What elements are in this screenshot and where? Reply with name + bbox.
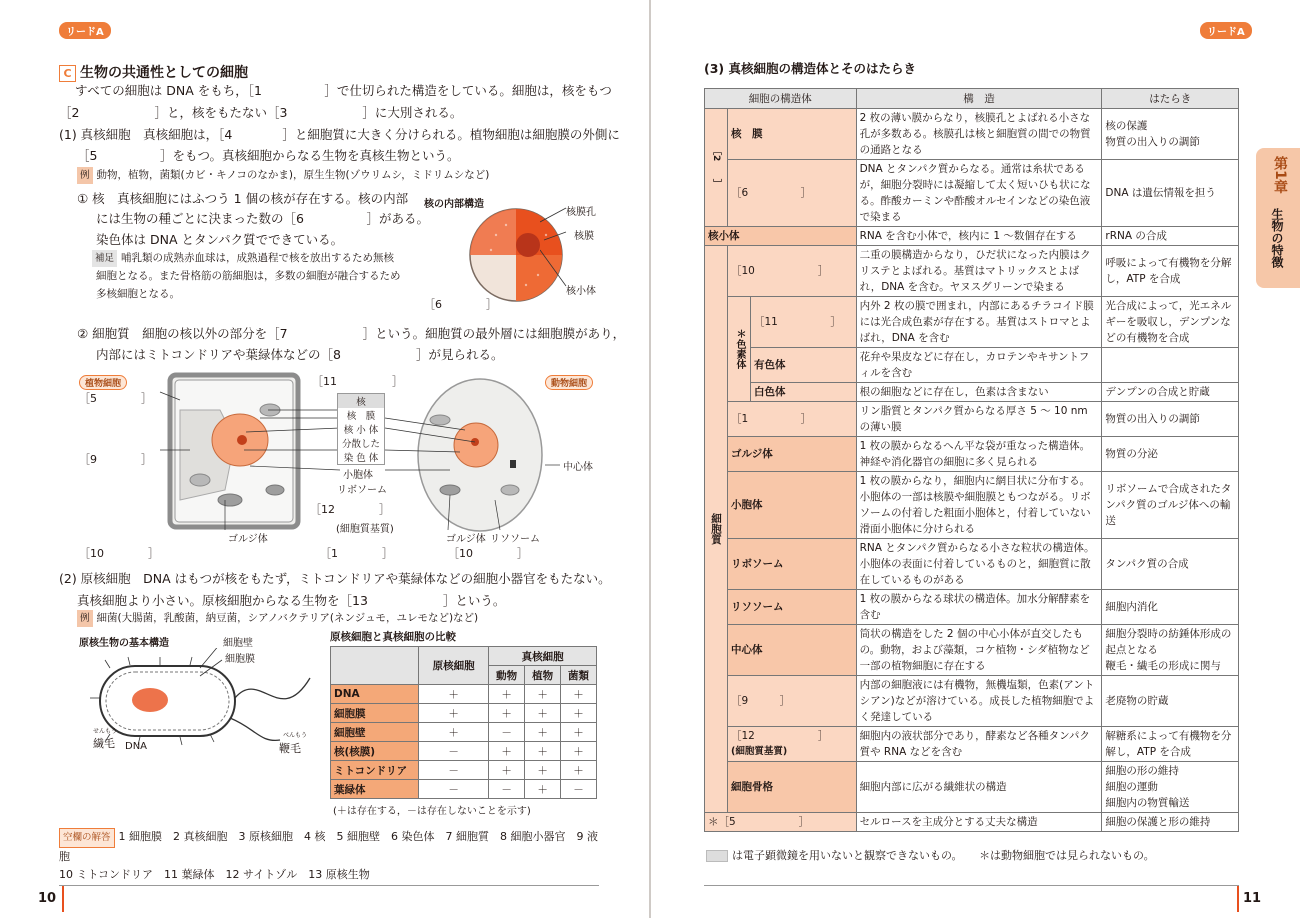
example-1-text: 動物，植物，菌類(カビ・キノコのなかま)，原生生物(ゾウリムシ，ミドリムシなど) xyxy=(96,169,490,181)
envelope-label: 核膜 xyxy=(574,231,594,242)
table-row xyxy=(705,472,1239,539)
table-row xyxy=(705,383,1239,402)
hosoku-tag: 補足 xyxy=(92,250,117,267)
hosoku-line-3: 多核細胞となる。 xyxy=(96,288,180,300)
lysosome-label: リソソーム xyxy=(490,534,540,545)
row-name: ［1 ］ xyxy=(728,402,857,437)
cell: － xyxy=(419,780,489,799)
intro-line-2: ［2 ］と，核をもたない［3 ］に大別される。 xyxy=(59,105,463,120)
right-page-number: 11 xyxy=(1243,891,1262,906)
col-structure: 細胞の構造体 xyxy=(705,89,857,109)
table-row xyxy=(705,160,1239,227)
cell: ＋ xyxy=(419,704,489,723)
row-label: DNA xyxy=(331,685,419,704)
compare-note: (＋は存在する，－は存在しないことを示す) xyxy=(333,806,531,817)
row-structure: 1 枚の膜からなる球状の構造体。加水分解酵素を含む xyxy=(856,590,1102,625)
table-row xyxy=(331,761,597,780)
cell: ＋ xyxy=(525,723,561,742)
left-footer-rule xyxy=(59,885,599,886)
row-function: 細胞内消化 xyxy=(1102,590,1239,625)
table-row xyxy=(705,590,1239,625)
compare-sub-animal: 動物 xyxy=(489,666,525,685)
row-name: 核小体 xyxy=(705,227,857,246)
row-function: 物質の出入りの調節 xyxy=(1102,402,1239,437)
legend-dispersed: 分散した xyxy=(341,439,380,450)
left-page-number: 10 xyxy=(38,891,57,906)
blank-10-left: ［10 ］ xyxy=(79,547,159,560)
row-structure: 1 枚の膜からなるへん平な袋が重なった構造体。神経や消化器官の細胞に多く見られる xyxy=(856,437,1102,472)
cell: ＋ xyxy=(561,761,597,780)
table-row xyxy=(705,762,1239,813)
row-name: 中心体 xyxy=(728,625,857,676)
row-structure: 細胞内部に広がる繊維状の構造 xyxy=(856,762,1102,813)
row-function: 細胞の形の維持 細胞の運動 細胞内の物質輸送 xyxy=(1102,762,1239,813)
legend-gray-text: は電子顕微鏡を用いないと観察できないもの。 xyxy=(732,849,958,862)
row-name: ［12 ］ xyxy=(731,730,829,742)
row-name: ［9 ］ xyxy=(728,676,857,727)
answers-text-1: 1 細胞膜 2 真核細胞 3 原核細胞 4 核 5 細胞壁 6 染色体 7 細胞質 8 細胞小器官 9 液胞 xyxy=(59,830,598,863)
table-row xyxy=(705,227,1239,246)
lead-a-badge: リードA xyxy=(59,22,111,39)
chapter-title: 生物の特徴 xyxy=(1270,208,1284,268)
table-row xyxy=(705,109,1239,160)
flagellum-label: 鞭毛 xyxy=(279,742,301,755)
left-page xyxy=(0,0,649,918)
example-tag: 例 xyxy=(77,167,93,184)
golgi-left-label: ゴルジ体 xyxy=(228,534,268,545)
er-label: 小胞体 xyxy=(343,470,373,481)
row-name: リボソーム xyxy=(728,539,857,590)
cell: ＋ xyxy=(525,704,561,723)
left-page-bar xyxy=(62,886,64,912)
row-name: 細胞骨格 xyxy=(728,762,857,813)
hosoku-line-2: 細胞となる。また骨格筋の筋細胞は，多数の細胞が融合するため xyxy=(96,270,401,282)
answers-line-2: 10 ミトコンドリア 11 葉緑体 12 サイトゾル 13 原核生物 xyxy=(59,868,370,881)
organelle-table xyxy=(704,88,1239,832)
cell: ＋ xyxy=(489,761,525,780)
chromosome-blank: ［6 ］ xyxy=(424,298,497,311)
row-label: 細胞壁 xyxy=(331,723,419,742)
row-function: 解糖系によって有機物を分解し，ATP を合成 xyxy=(1102,727,1239,762)
legend-swatch xyxy=(706,850,728,862)
example-1 xyxy=(77,167,489,184)
row-label: 細胞膜 xyxy=(331,704,419,723)
cell: ＋ xyxy=(561,704,597,723)
compare-head-prokaryote: 原核細胞 xyxy=(419,647,489,685)
table-row xyxy=(705,813,1239,832)
row-structure: 内外 2 枚の膜で囲まれ，内部にあるチラコイド膜には光合成色素が存在する。基質はストロマとよばれ，DNA を含む xyxy=(856,297,1102,348)
nucleus-figure-title: 核の内部構造 xyxy=(424,199,484,210)
row-function: デンプンの合成と貯蔵 xyxy=(1102,383,1239,402)
table-row xyxy=(705,437,1239,472)
hosoku-text-1: 哺乳類の成熟赤血球は，成熟過程で核を放出するため無核 xyxy=(121,252,395,264)
ribosome-label: リボソーム xyxy=(337,485,387,496)
table-row xyxy=(705,402,1239,437)
row-function: 老廃物の貯蔵 xyxy=(1102,676,1239,727)
row-name: ＊［5 ］ xyxy=(705,813,857,832)
section-letter: C xyxy=(59,65,76,82)
row-function: 細胞の保護と形の維持 xyxy=(1102,813,1239,832)
legend-nucleolus: 核 小 体 xyxy=(343,425,379,436)
row-function: rRNA の合成 xyxy=(1102,227,1239,246)
wall-label: 細胞壁 xyxy=(223,638,253,649)
col-description: 構 造 xyxy=(856,89,1102,109)
prokaryote-figure-title: 原核生物の基本構造 xyxy=(79,638,169,649)
cell: ＋ xyxy=(419,685,489,704)
table-row xyxy=(331,685,597,704)
row-structure: RNA を含む小体で，核内に 1 ～数個存在する xyxy=(856,227,1102,246)
lead-a-badge-right: リードA xyxy=(1200,22,1252,39)
group-nucleus: ［2 ］ xyxy=(705,109,728,227)
eukaryote-line-1: (1) 真核細胞 真核細胞は，［4 ］と細胞質に大きく分けられる。植物細胞は細胞膜の外側に xyxy=(59,127,620,142)
cell: － xyxy=(489,723,525,742)
row-function: リボソームで合成されたタンパク質のゴルジ体への輸送 xyxy=(1102,472,1239,539)
row-structure: 2 枚の薄い膜からなり，核膜孔とよばれる小さな孔が多数ある。核膜孔は核と細胞質の間での物質の通路となる xyxy=(856,109,1102,160)
cell: － xyxy=(561,780,597,799)
row-label: 葉緑体 xyxy=(331,780,419,799)
legend-nucleus: 核 xyxy=(338,394,384,408)
row-structure: 内部の細胞液には有機物，無機塩類，色素(アントシアン)などが溶けている。成長した植物細胞でよく発達している xyxy=(856,676,1102,727)
dna-label: DNA xyxy=(125,741,148,752)
compare-table xyxy=(330,646,597,799)
row-structure: リン脂質とタンパク質からなる厚さ 5 ～ 10 nm の薄い膜 xyxy=(856,402,1102,437)
example-2-text: 細菌(大腸菌，乳酸菌，納豆菌，シアノバクテリア(ネンジュモ，ユレモなど)など) xyxy=(96,612,479,624)
table-row xyxy=(705,297,1239,348)
group-cytoplasm: 細胞質 xyxy=(705,246,728,813)
nucleus-line-3: 染色体は DNA とタンパク質でできている。 xyxy=(96,232,344,247)
compare-title: 原核細胞と真核細胞の比較 xyxy=(330,631,456,643)
table-row xyxy=(705,246,1239,297)
cilia-ruby: せんもう xyxy=(93,728,118,735)
row-structure: 1 枚の膜からなり，細胞内に網目状に分布する。小胞体の一部は核膜や細胞膜ともつながる。リボソームの付着した粗面小胞体と，付着していない滑面小胞体に分けられる xyxy=(856,472,1102,539)
cell: － xyxy=(489,780,525,799)
golgi-right-label: ゴルジ体 xyxy=(446,534,486,545)
cell: － xyxy=(419,742,489,761)
answers-box xyxy=(59,828,599,884)
right-page xyxy=(651,0,1300,918)
nucleus-legend-box xyxy=(337,393,385,465)
cytosol-label: (細胞質基質) xyxy=(336,524,394,535)
table-row xyxy=(705,625,1239,676)
table-row xyxy=(705,727,1239,762)
compare-head-eukaryote: 真核細胞 xyxy=(489,647,597,666)
intro-line-1: すべての細胞は DNA をもち，［1 ］で仕切られた構造をしている。細胞は，核をもつ xyxy=(75,83,612,98)
section-heading xyxy=(59,62,248,82)
row-structure: セルロースを主成分とする丈夫な構造 xyxy=(856,813,1102,832)
cytosol-sub: (細胞質基質) xyxy=(731,746,788,757)
legend-chromosome: 染 色 体 xyxy=(343,453,379,464)
cell: ＋ xyxy=(489,704,525,723)
nucleolus-label: 核小体 xyxy=(566,286,596,297)
row-function: 呼吸によって有機物を分解し，ATP を合成 xyxy=(1102,246,1239,297)
row-function: 細胞分裂時の紡錘体形成の起点となる 鞭毛・繊毛の形成に関与 xyxy=(1102,625,1239,676)
flagellum-ruby: べんもう xyxy=(283,732,308,739)
cell: ＋ xyxy=(561,723,597,742)
blank-12: ［12 ］ xyxy=(310,503,390,516)
row-structure: 二重の膜構造からなり，ひだ状になった内膜はクリステとよばれる。基質はマトリックスとよばれ，DNA を含む。ヤヌスグリーンで染まる xyxy=(856,246,1102,297)
blank-1: ［1 ］ xyxy=(320,547,393,560)
legend-envelope: 核 膜 xyxy=(346,411,376,422)
row-name: 小胞体 xyxy=(728,472,857,539)
table-row xyxy=(331,742,597,761)
row-name-cytosol xyxy=(728,727,857,762)
table-row xyxy=(331,780,597,799)
example-tag-2: 例 xyxy=(77,610,93,627)
row-structure: 花弁や果皮などに存在し，カロテンやキサントフィルを含む xyxy=(856,348,1102,383)
group-plastid: ＊色素体 xyxy=(728,297,751,402)
cell: ＋ xyxy=(525,761,561,780)
hosoku-line-1 xyxy=(92,250,394,267)
compare-sub-fungi: 菌類 xyxy=(561,666,597,685)
row-label: ミトコンドリア xyxy=(331,761,419,780)
blank-10-right: ［10 ］ xyxy=(448,547,528,560)
eukaryote-line-2: ［5 ］をもつ。真核細胞からなる生物を真核生物という。 xyxy=(77,148,460,163)
cell: ＋ xyxy=(561,742,597,761)
row-name: ［11 ］ xyxy=(751,297,857,348)
row-function: DNA は遺伝情報を担う xyxy=(1102,160,1239,227)
row-function: タンパク質の合成 xyxy=(1102,539,1239,590)
row-name: ［10 ］ xyxy=(728,246,857,297)
right-page-bar xyxy=(1237,886,1239,912)
row-function: 物質の分泌 xyxy=(1102,437,1239,472)
membrane-label: 細胞膜 xyxy=(225,654,255,665)
legend-star-text: ＊は動物細胞では見られないもの。 xyxy=(979,849,1155,862)
prokaryote-line-1: (2) 原核細胞 DNA はもつが核をもたず，ミトコンドリアや葉緑体などの細胞小器官をもたない。 xyxy=(59,571,611,586)
centrosome-label: 中心体 xyxy=(563,462,593,473)
row-function xyxy=(1102,348,1239,383)
cell: ＋ xyxy=(419,723,489,742)
section-title: 生物の共通性としての細胞 xyxy=(80,65,248,81)
chapter-number: 第1章 xyxy=(1272,156,1288,194)
cell: ＋ xyxy=(525,685,561,704)
cilia-label: 繊毛 xyxy=(93,737,115,750)
table-row xyxy=(705,676,1239,727)
cytoplasm-line-2: 内部にはミトコンドリアや葉緑体などの［8 ］が見られる。 xyxy=(96,347,504,362)
example-2 xyxy=(77,610,478,627)
row-structure: 筒状の構造をした 2 個の中心小体が直交したもの。動物，および藻類，コケ植物・シダ植物など一部の植物細胞に存在する xyxy=(856,625,1102,676)
row-name: 有色体 xyxy=(751,348,857,383)
right-heading: (3) 真核細胞の構造体とそのはたらき xyxy=(704,61,916,76)
blank-9: ［9 ］ xyxy=(79,453,152,466)
cell: － xyxy=(419,761,489,780)
nucleus-line-1: ① 核 真核細胞にはふつう 1 個の核が存在する。核の内部 xyxy=(77,191,409,206)
cytoplasm-line-1: ② 細胞質 細胞の核以外の部分を［7 ］という。細胞質の最外層には細胞膜があり， xyxy=(77,326,626,341)
row-function: 光合成によって，光エネルギーを吸収し，デンプンなどの有機物を合成 xyxy=(1102,297,1239,348)
table-row xyxy=(705,348,1239,383)
row-name: ゴルジ体 xyxy=(728,437,857,472)
cell: ＋ xyxy=(489,742,525,761)
right-footer-rule xyxy=(704,885,1239,886)
answers-tag: 空欄の解答 xyxy=(59,828,115,848)
animal-cell-tag: 動物細胞 xyxy=(545,375,593,390)
cell: ＋ xyxy=(525,780,561,799)
row-function: 核の保護 物質の出入りの調節 xyxy=(1102,109,1239,160)
row-name: 白色体 xyxy=(751,383,857,402)
row-name: ［6 ］ xyxy=(728,160,857,227)
row-structure: 細胞内の液状部分であり，酵素など各種タンパク質や RNA などを含む xyxy=(856,727,1102,762)
table-row xyxy=(331,723,597,742)
cell: ＋ xyxy=(561,685,597,704)
row-label: 核(核膜) xyxy=(331,742,419,761)
pore-label: 核膜孔 xyxy=(566,207,596,218)
row-structure: 根の細胞などに存在し，色素は含まない xyxy=(856,383,1102,402)
compare-sub-plant: 植物 xyxy=(525,666,561,685)
blank-11: ［11 ］ xyxy=(312,375,403,388)
plant-cell-tag: 植物細胞 xyxy=(79,375,127,390)
table-row xyxy=(331,704,597,723)
row-structure: RNA とタンパク質からなる小さな粒状の構造体。小胞体の表面に付着しているものと，細胞質に散在しているものがある xyxy=(856,539,1102,590)
cell: ＋ xyxy=(489,685,525,704)
col-function: はたらき xyxy=(1102,89,1239,109)
prokaryote-line-2: 真核細胞より小さい。原核細胞からなる生物を［13 ］という。 xyxy=(77,593,506,608)
row-structure: DNA とタンパク質からなる。通常は糸状であるが，細胞分裂時には凝縮して太く短いひも状になる。酢酸カーミンや酢酸オルセインなどの染色液で染まる xyxy=(856,160,1102,227)
table-legend xyxy=(706,847,1155,863)
table-row xyxy=(705,539,1239,590)
cell: ＋ xyxy=(525,742,561,761)
row-name: 核 膜 xyxy=(728,109,857,160)
row-name: リソソーム xyxy=(728,590,857,625)
nucleus-line-2: には生物の種ごとに決まった数の［6 ］がある。 xyxy=(96,211,429,226)
blank-5: ［5 ］ xyxy=(79,392,152,405)
answers-line-1 xyxy=(59,828,599,866)
